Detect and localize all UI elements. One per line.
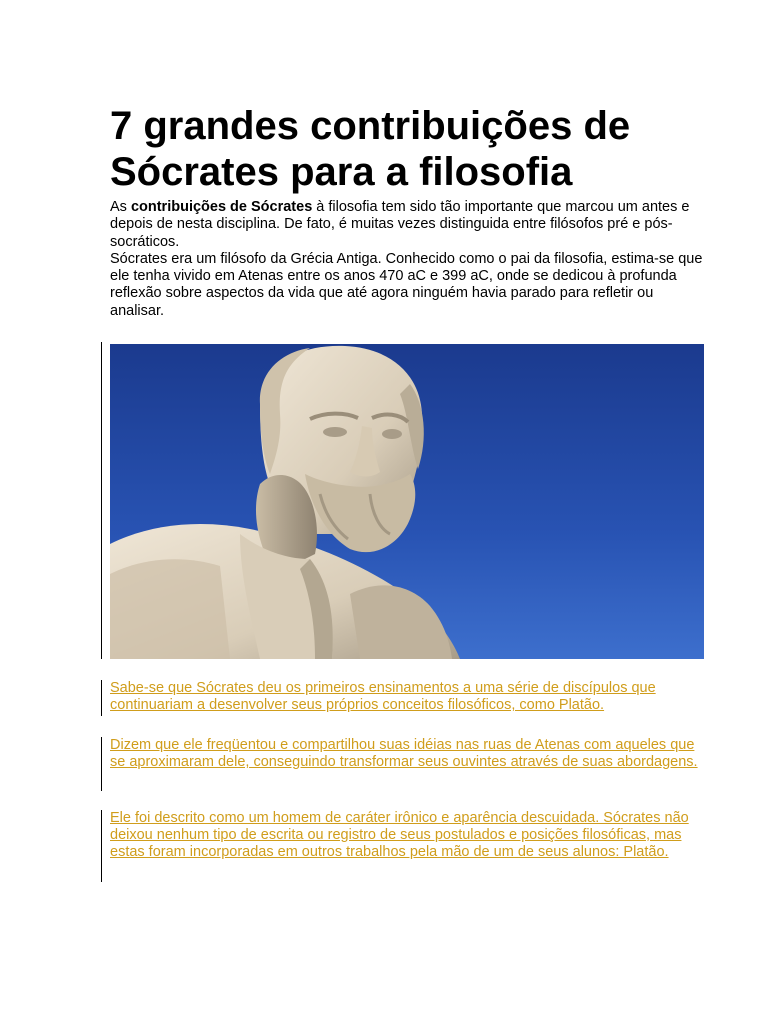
intro-bold-term: contribuições de Sócrates	[130, 199, 313, 215]
quote-rule-1	[101, 680, 102, 716]
quote-rule-2	[101, 737, 102, 791]
quote-block-2	[101, 737, 711, 791]
quote-block-3	[101, 810, 711, 882]
quote-link-3[interactable]: Ele foi descrito como um homem de caráter irônico e aparência descuidada. Sócrates não deixou nenhum tipo de escrita ou registro de seus postulados e posições filosóficas, mas estas foram incorporadas em outros trabalhos pela mão de um de seus alunos: Platão.	[110, 810, 689, 860]
intro-p1-end: à filosofia tem sido tão importante que marcou um antes e depois de nesta disciplina. De fato, é muitas vezes distinguida entre filósofos pré e pós-socráticos.	[110, 199, 690, 250]
page-title	[110, 103, 730, 195]
quote-link-1[interactable]: Sabe-se que Sócrates deu os primeiros ensinamentos a uma série de discípulos que continuariam a desenvolver seus próprios conceitos filosóficos, como Platão.	[110, 680, 656, 713]
title-line-1: 7 grandes contribuições de	[110, 104, 631, 148]
intro-paragraph-2: Sócrates era um filósofo da Grécia Antiga. Conhecido como o pai da filosofia, estima-se que ele tenha vivido em Atenas entre os anos 470 aC e 399 aC, onde se dedicou à profunda reflexão sobre aspectos da vida que até agora ninguém havia parado para refletir ou analisar.	[110, 250, 703, 319]
quote-link-2[interactable]: Dizem que ele freqüentou e compartilhou suas idéias nas ruas de Atenas com aqueles que se aproximaram dele, conseguindo transformar seus ouvintes através de suas abordagens.	[110, 737, 698, 770]
socrates-statue-image	[110, 344, 704, 659]
title-line-2: Sócrates para a filosofia	[110, 150, 573, 194]
quote-rule-3	[101, 810, 102, 882]
intro-p1-start: As	[110, 199, 131, 215]
figure-left-rule	[101, 342, 102, 659]
quote-block-1	[101, 680, 711, 716]
intro-paragraph-1	[110, 199, 710, 251]
socrates-figure	[101, 342, 705, 659]
intro-text	[110, 199, 710, 320]
